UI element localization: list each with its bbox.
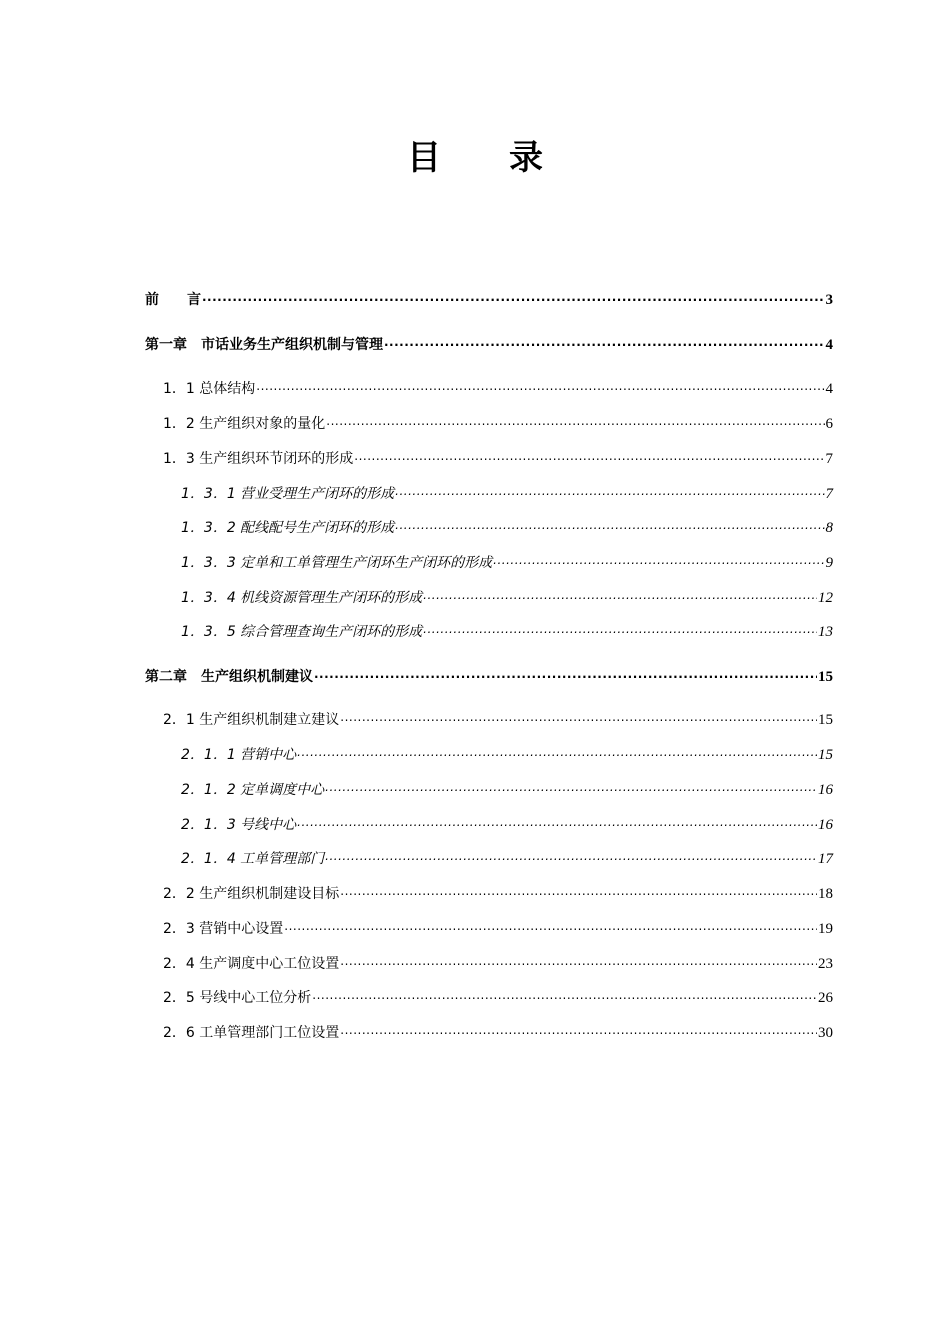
toc-entry-label: 1．3．2 配线配号生产闭环的形成 bbox=[181, 520, 395, 536]
toc-entry-label: 1．3 生产组织环节闭环的形成 bbox=[163, 451, 354, 467]
toc-entry[interactable] bbox=[163, 414, 833, 433]
toc-entry-page: 13 bbox=[818, 624, 833, 640]
toc-leader-dots bbox=[340, 710, 817, 724]
toc-entry-page: 3 bbox=[825, 292, 833, 308]
toc-entry[interactable] bbox=[145, 667, 833, 686]
toc-leader-dots bbox=[423, 588, 817, 602]
toc-entry-label: 2．6 工单管理部门工位设置 bbox=[163, 1025, 340, 1041]
toc-leader-dots bbox=[297, 815, 817, 829]
toc-entry-page: 7 bbox=[825, 451, 833, 467]
toc-leader-dots bbox=[326, 414, 824, 428]
toc-entry-page: 6 bbox=[825, 416, 833, 432]
toc-entry-label: 1．3．4 机线资源管理生产闭环的形成 bbox=[181, 590, 423, 606]
toc-entry-page: 15 bbox=[818, 747, 833, 763]
toc-leader-dots bbox=[312, 988, 817, 1002]
toc-leader-dots bbox=[202, 290, 825, 304]
toc-leader-dots bbox=[340, 954, 817, 968]
toc-leader-dots bbox=[395, 518, 824, 532]
toc-entry-page: 4 bbox=[825, 381, 833, 397]
toc-entry-label: 2．5 号线中心工位分析 bbox=[163, 990, 312, 1006]
toc-leader-dots bbox=[325, 780, 817, 794]
toc-entry[interactable] bbox=[181, 518, 833, 537]
toc-entry-label: 2．2 生产组织机制建设目标 bbox=[163, 886, 340, 902]
toc-leader-dots bbox=[340, 884, 817, 898]
toc-leader-dots bbox=[493, 553, 824, 567]
toc-entry-label: 1．3．3 定单和工单管理生产闭环生产闭环的形成 bbox=[181, 555, 493, 571]
toc-entry[interactable] bbox=[163, 710, 833, 729]
toc-entry-page: 17 bbox=[818, 851, 833, 867]
toc-entry-label: 1．3．1 营业受理生产闭环的形成 bbox=[181, 486, 395, 502]
toc-entry-page: 19 bbox=[818, 921, 833, 937]
toc-entry-label: 1．2 生产组织对象的量化 bbox=[163, 416, 326, 432]
toc-entry-label: 2．4 生产调度中心工位设置 bbox=[163, 956, 340, 972]
toc-leader-dots bbox=[256, 379, 824, 393]
toc-entry-label: 2．1．3 号线中心 bbox=[181, 817, 297, 833]
toc-entry[interactable] bbox=[163, 379, 833, 398]
toc-entry-label: 2．1．1 营销中心 bbox=[181, 747, 297, 763]
toc-entry[interactable] bbox=[163, 449, 833, 468]
toc-entry[interactable] bbox=[163, 1023, 833, 1042]
toc-entry-page: 15 bbox=[818, 669, 833, 685]
toc-entry-page: 12 bbox=[818, 590, 833, 606]
toc-entry-label: 2．3 营销中心设置 bbox=[163, 921, 284, 937]
toc-entry-page: 15 bbox=[818, 712, 833, 728]
toc-entry[interactable] bbox=[181, 553, 833, 572]
toc-entry[interactable] bbox=[181, 815, 833, 834]
toc-entry-label: 1．1 总体结构 bbox=[163, 381, 256, 397]
toc-entry-page: 4 bbox=[825, 337, 833, 353]
toc-entry[interactable] bbox=[145, 335, 833, 354]
toc-leader-dots bbox=[354, 449, 824, 463]
toc-entry[interactable] bbox=[163, 884, 833, 903]
toc-entry-page: 8 bbox=[825, 520, 833, 536]
toc-entry-label: 第一章 市话业务生产组织机制与管理 bbox=[145, 337, 383, 353]
toc-entry-page: 16 bbox=[818, 817, 833, 833]
toc-entry[interactable] bbox=[145, 290, 833, 309]
toc-leader-dots bbox=[297, 745, 817, 759]
toc-leader-dots bbox=[395, 484, 824, 498]
toc-entry-label: 前 言 bbox=[145, 292, 201, 308]
toc-entry[interactable] bbox=[181, 780, 833, 799]
toc-entry[interactable] bbox=[181, 622, 833, 641]
toc-entry-label: 第二章 生产组织机制建议 bbox=[145, 669, 313, 685]
toc-entry[interactable] bbox=[163, 919, 833, 938]
toc-entry[interactable] bbox=[163, 954, 833, 973]
toc-entry[interactable] bbox=[181, 588, 833, 607]
toc-leader-dots bbox=[340, 1023, 817, 1037]
page-title: 目 录 bbox=[407, 138, 543, 178]
toc-entry-page: 16 bbox=[818, 782, 833, 798]
toc-entry-page: 18 bbox=[818, 886, 833, 902]
toc-entry-page: 7 bbox=[825, 486, 833, 502]
toc-entry-page: 23 bbox=[818, 956, 833, 972]
toc-entry-label: 2．1 生产组织机制建立建议 bbox=[163, 712, 340, 728]
toc-entry-page: 9 bbox=[825, 555, 833, 571]
toc-entry[interactable] bbox=[181, 849, 833, 868]
toc-entry-label: 2．1．4 工单管理部门 bbox=[181, 851, 325, 867]
toc-leader-dots bbox=[423, 622, 817, 636]
toc-leader-dots bbox=[384, 335, 825, 349]
toc-entry[interactable] bbox=[163, 988, 833, 1007]
toc-entry[interactable] bbox=[181, 745, 833, 764]
toc-leader-dots bbox=[284, 919, 817, 933]
toc-leader-dots bbox=[314, 667, 817, 681]
toc-entry[interactable] bbox=[181, 484, 833, 503]
toc-entry-page: 30 bbox=[818, 1025, 833, 1041]
toc-entry-page: 26 bbox=[818, 990, 833, 1006]
toc-leader-dots bbox=[325, 849, 817, 863]
toc-entry-label: 1．3．5 综合管理查询生产闭环的形成 bbox=[181, 624, 423, 640]
toc-entry-label: 2．1．2 定单调度中心 bbox=[181, 782, 325, 798]
